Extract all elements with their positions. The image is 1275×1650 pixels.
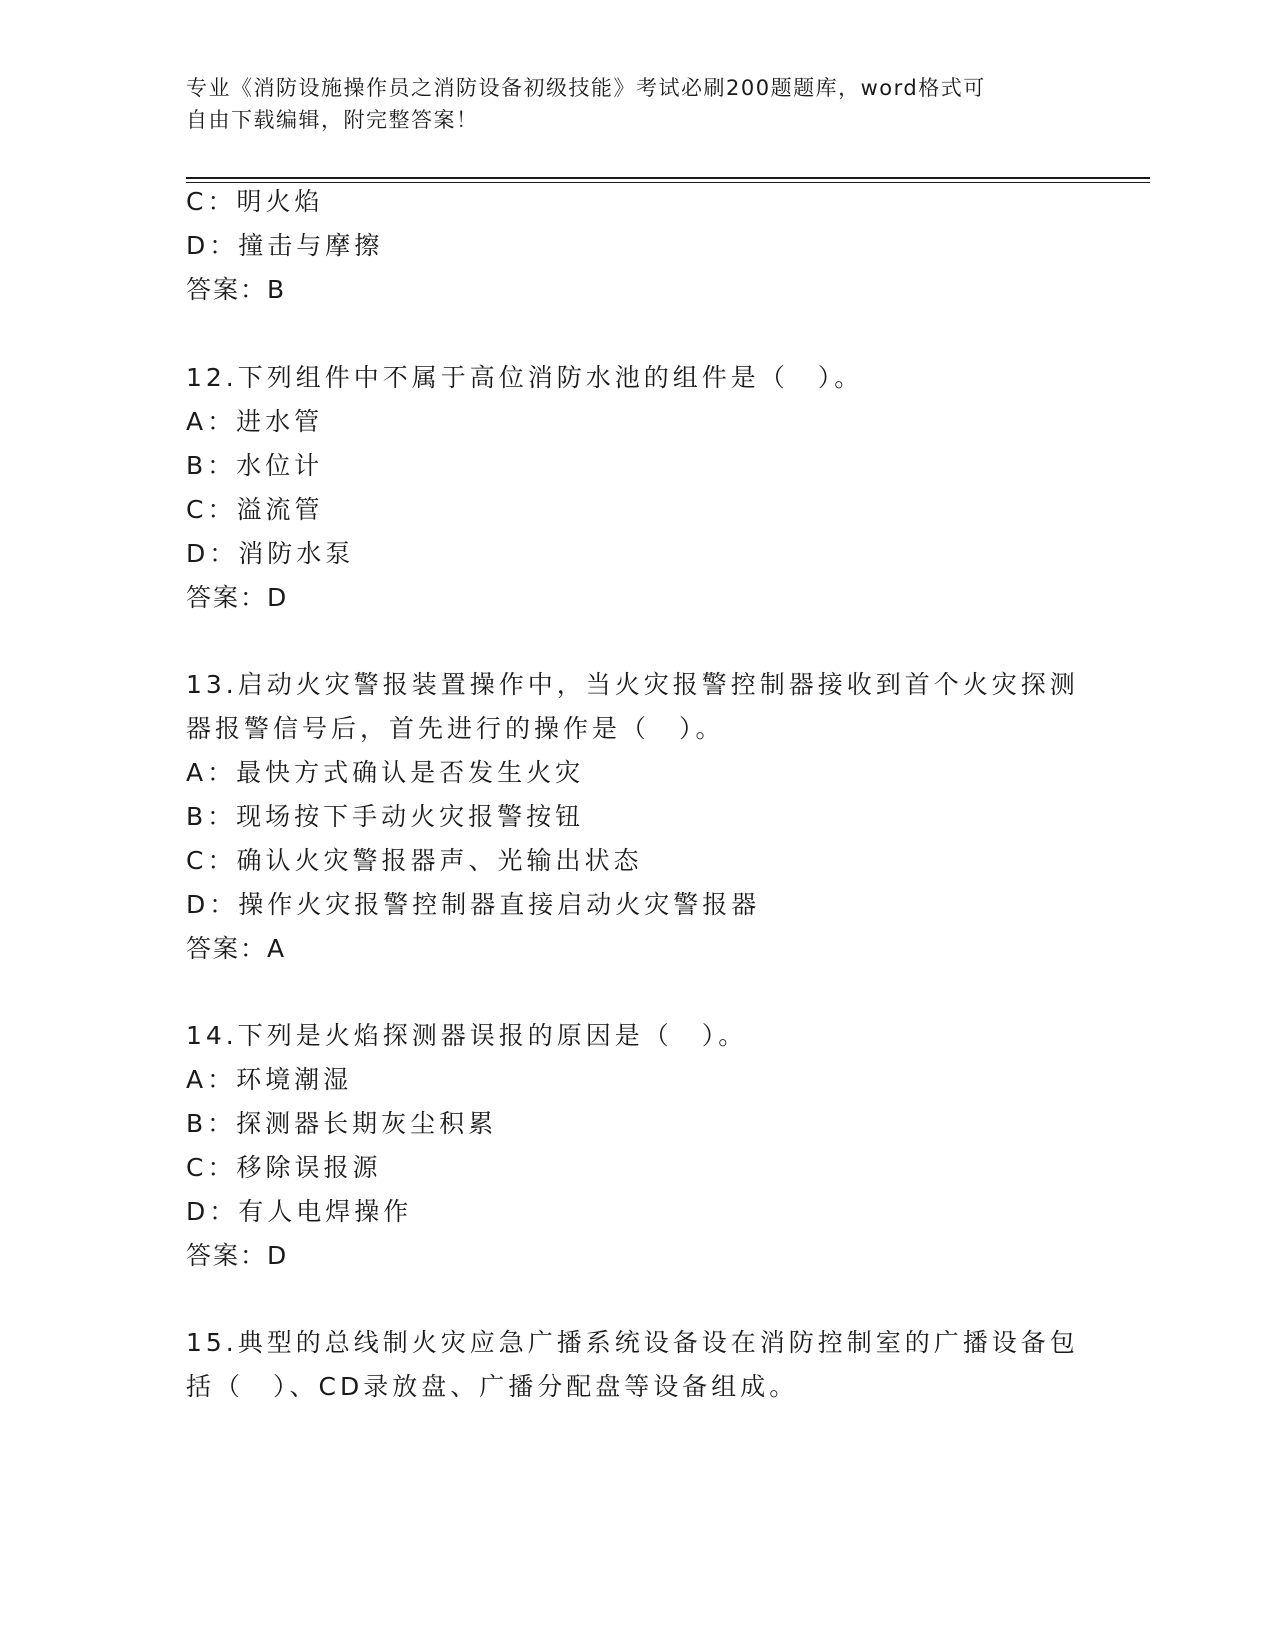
q12-option-d: D：消防水泵 xyxy=(186,539,355,568)
q13-option-a: A：最快方式确认是否发生火灾 xyxy=(186,758,585,787)
q14-option-c: C：移除误报源 xyxy=(186,1153,382,1182)
header-line-2: 自由下载编辑，附完整答案！ xyxy=(186,108,479,132)
prev-option-d: D：撞击与摩擦 xyxy=(186,231,384,260)
q14-stem: 14.下列是火焰探测器误报的原因是（ ）。 xyxy=(186,1021,748,1050)
q14-option-a: A：环境潮湿 xyxy=(186,1065,353,1094)
header-divider-thin xyxy=(186,182,1150,183)
prev-option-c: C：明火焰 xyxy=(186,187,324,216)
q13-stem-line-1: 13.启动火灾警报装置操作中，当火灾报警控制器接收到首个火灾探测 xyxy=(186,670,1079,699)
q13-option-b: B：现场按下手动火灾报警按钮 xyxy=(186,802,585,831)
q15-stem-line-1: 15.典型的总线制火灾应急广播系统设备设在消防控制室的广播设备包 xyxy=(186,1328,1079,1357)
header-line-1: 专业《消防设施操作员之消防设备初级技能》考试必刷200题题库，word格式可 xyxy=(186,76,986,100)
q13-option-d: D：操作火灾报警控制器直接启动火灾警报器 xyxy=(186,890,761,919)
prev-answer: 答案：B xyxy=(186,275,287,304)
q13-answer: 答案：A xyxy=(186,934,287,963)
header-divider-thick xyxy=(186,177,1150,179)
q14-option-d: D：有人电焊操作 xyxy=(186,1197,413,1226)
q12-answer: 答案：D xyxy=(186,583,289,612)
q12-stem: 12.下列组件中不属于高位消防水池的组件是（ ）。 xyxy=(186,363,864,392)
q13-stem-line-2: 器报警信号后，首先进行的操作是（ ）。 xyxy=(186,714,725,743)
q12-option-c: C：溢流管 xyxy=(186,495,324,524)
q12-option-b: B：水位计 xyxy=(186,451,324,480)
q14-answer: 答案：D xyxy=(186,1241,289,1270)
q15-stem-line-2: 括（ ）、CD录放盘、广播分配盘等设备组成。 xyxy=(186,1372,799,1401)
q14-option-b: B：探测器长期灰尘积累 xyxy=(186,1109,498,1138)
q12-option-a: A：进水管 xyxy=(186,407,324,436)
q13-option-c: C：确认火灾警报器声、光输出状态 xyxy=(186,846,643,875)
page-header xyxy=(186,72,1066,136)
